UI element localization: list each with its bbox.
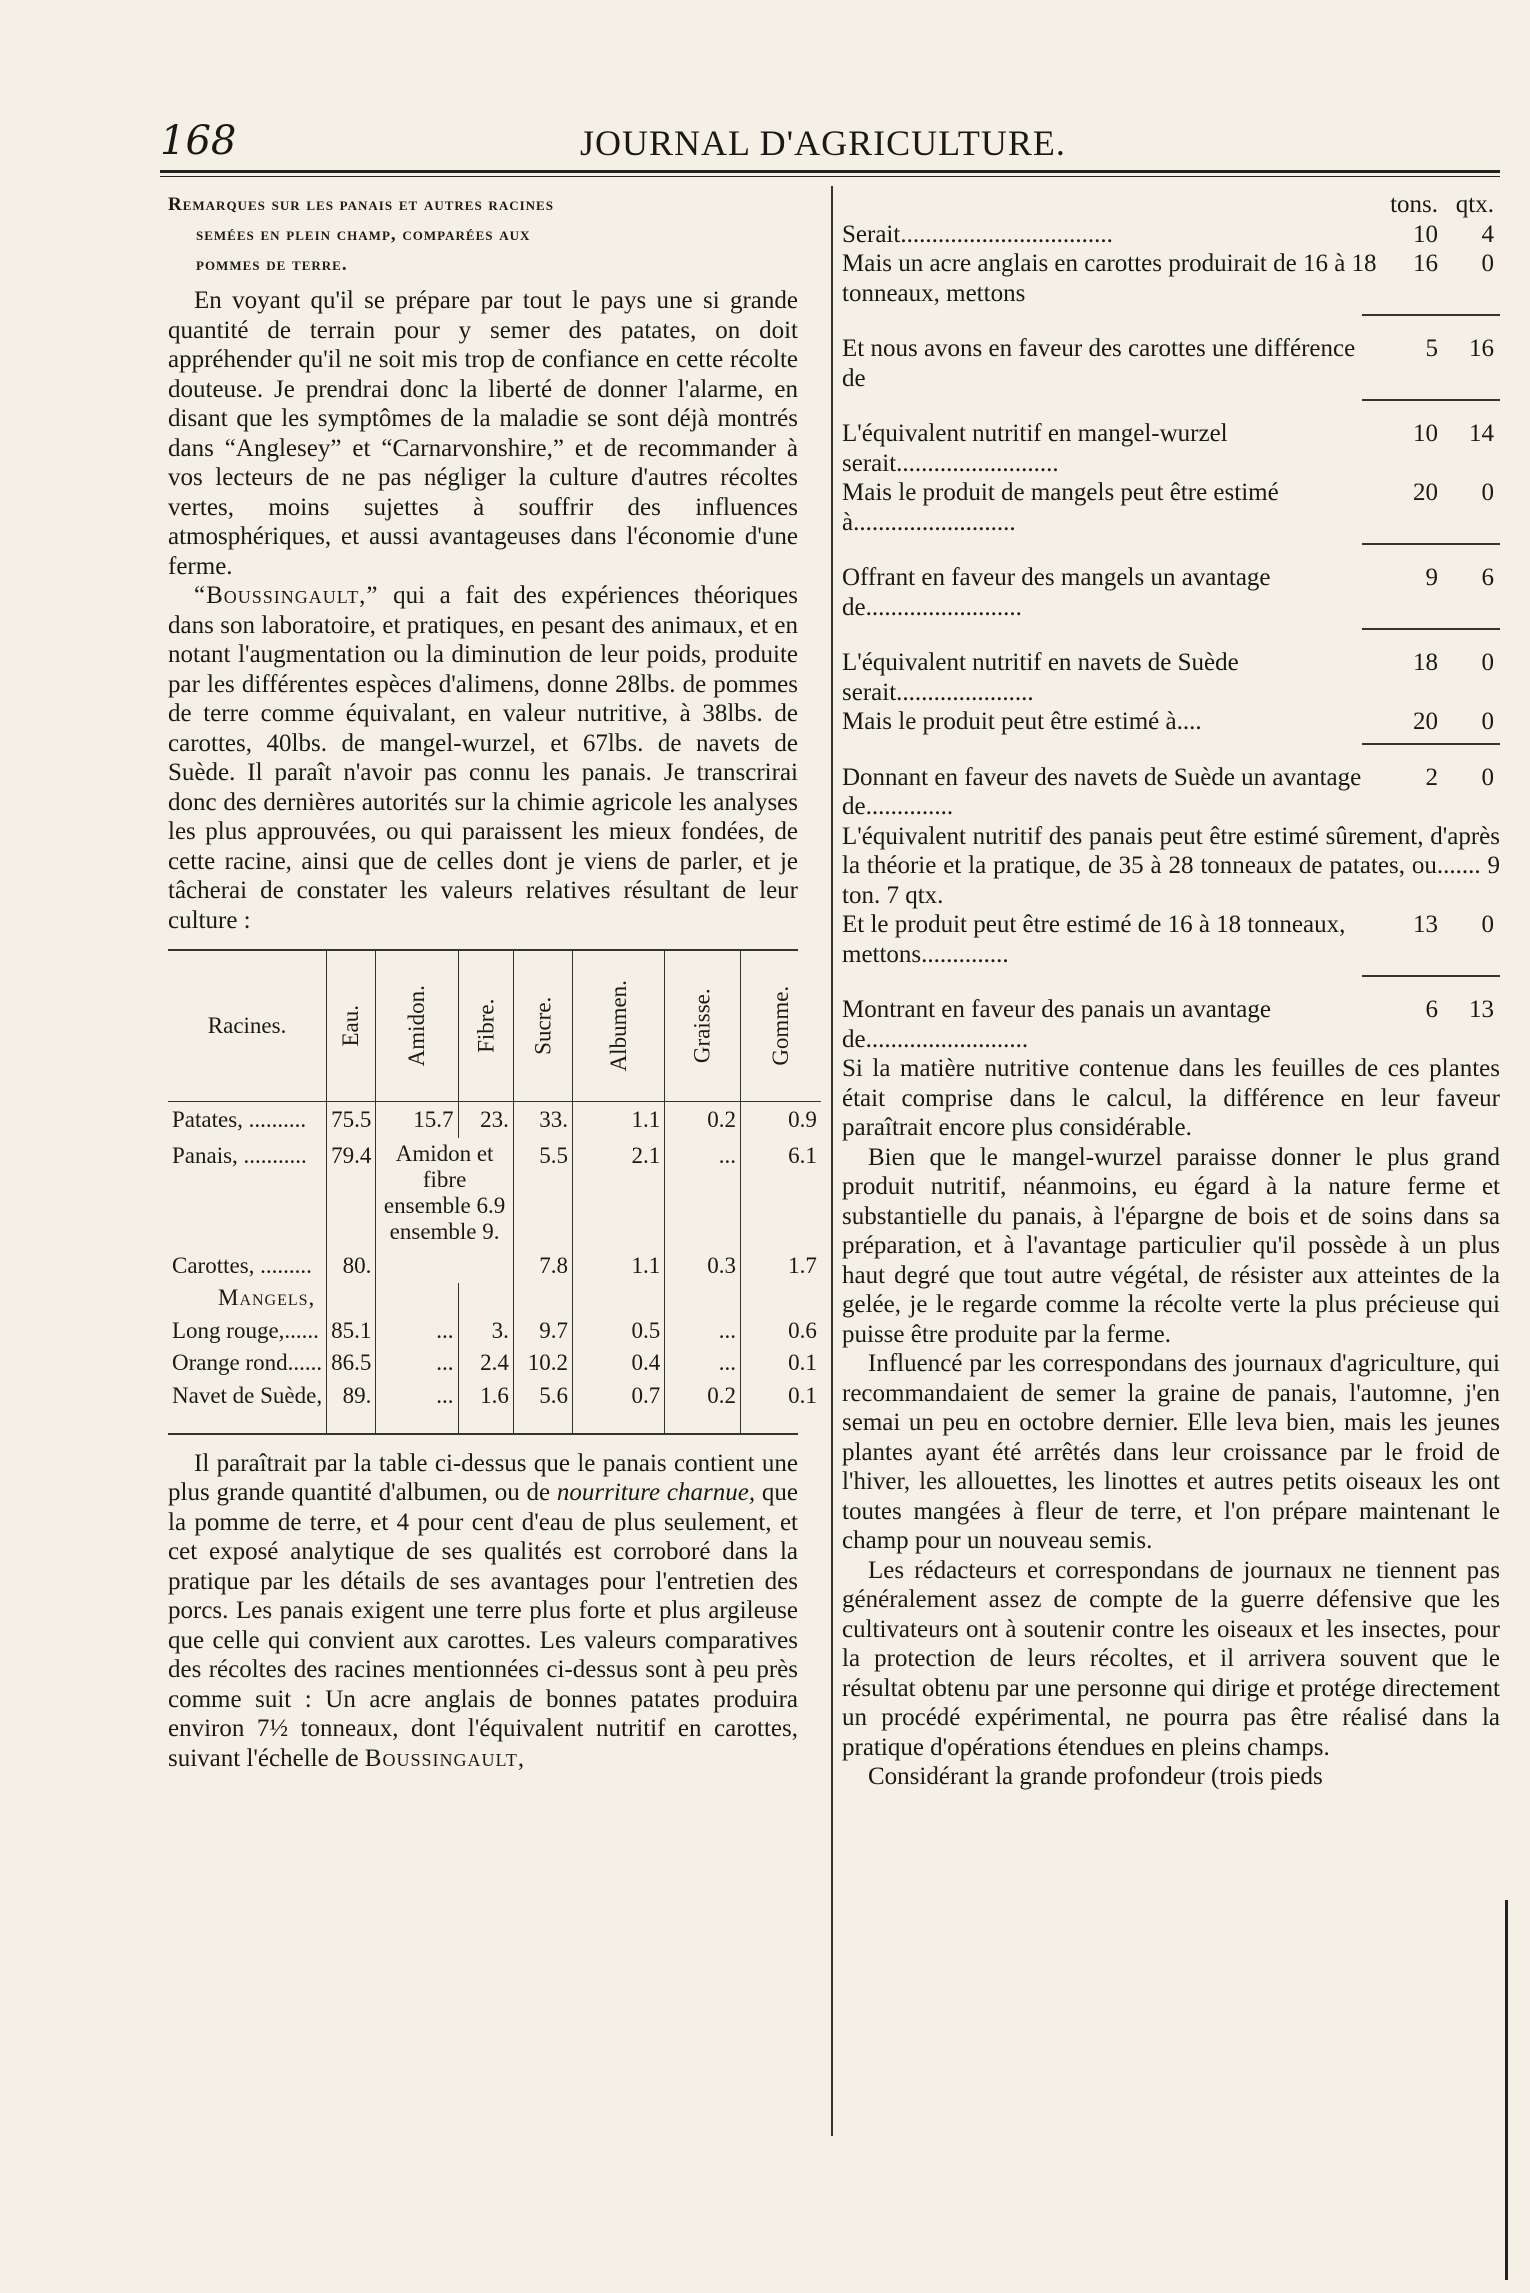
acct-row: Mais un acre anglais en carottes produirait de 16 à 18 tonneaux, mettons 16 0 <box>842 250 1494 307</box>
acct-row: Montrant en faveur des panais un avantage de.......................... 6 13 <box>842 996 1494 1053</box>
right-paragraph-2: Bien que le mangel-wurzel paraisse donner le plus grand produit nutritif, néanmoins, eu égard à la nature ferme et substantielle du panais, à l'épargne de bois et de soins dans sa préparation, et à l'avantage particulier qu'il possède à un plus haut degré que tout autre végétal, de résister aux atteintes de la gelée, je le regarde comme la récolte verte la plus précieuse qui puisse être produite par la ferme. <box>842 1143 1500 1348</box>
right-paragraph-5: Considérant la grande profondeur (trois pieds <box>868 1763 1323 1790</box>
table-row: Navet de Suède, 89. ... 1.6 5.6 0.7 0.2 0.1 <box>168 1381 821 1433</box>
sum-rule <box>1362 543 1500 545</box>
sum-rule <box>1362 314 1500 316</box>
left-paragraph-3: Il paraîtrait par la table ci-dessus que le panais contient une plus grande quantité d'albumen, ou de nourriture charnue, que la pomme de terre, et 4 pour cent d'eau de plus seulement, et cet exposé analytique de ses qualités est corroboré dans la pratique par les détails de ses avantages pour l'entretien des porcs. Les panais exigent une terre plus forte et plus argileuse que celle qui convient aux carottes. Les valeurs comparatives des récoltes des racines mentionnées ci-dessus sont à peu près comme suit : Un acre anglais de bonnes patates produira environ 7½ tonneaux, dont l'équivalent nutritif en carottes, suivant l'échelle de Boussingault, <box>168 1449 799 1772</box>
table-row: Patates, .......... 75.5 15.7 23. 33. 1.1 0.2 0.9 <box>168 1102 821 1138</box>
header-fibre: Fibre. <box>458 951 513 1102</box>
page-number: 168 <box>160 118 237 164</box>
acct-row: Mais le produit peut être estimé à.... 20 0 <box>842 708 1494 735</box>
left-column <box>168 190 817 1773</box>
acct-row: L'équivalent nutritif en mangel-wurzel serait.......................... 10 14 <box>842 420 1494 477</box>
table-header-row <box>168 951 821 1102</box>
header-rule-thin <box>160 176 1500 177</box>
acct-row: Mais le produit de mangels peut être estimé à.......................... 20 0 <box>842 479 1494 536</box>
section-title-line-1: Remarques sur les panais et autres racines <box>168 194 554 215</box>
right-paragraph-4: Les rédacteurs et correspondans de journaux ne tiennent pas généralement assez de compte de la guerre défensive que les cultivateurs ont à soutenir contre les oiseaux et les insectes, pour la protection de leurs récoltes, et il arrivera souvent que le résultat obtenu par une personne qui dirige et protége directement un procédé expérimental, ne pourra pas être réalisé dans la pratique d'opérations étendues en pleins champs. <box>842 1556 1500 1761</box>
header-racines: Racines. <box>168 951 327 1102</box>
journal-title: JOURNAL D'AGRICULTURE. <box>580 123 1066 163</box>
header-eau: Eau. <box>327 951 376 1102</box>
header-graisse: Graisse. <box>665 951 741 1102</box>
column-divider <box>831 186 833 2136</box>
author-name: “Boussingault,” <box>194 582 379 609</box>
page-header <box>160 118 1500 174</box>
acct-row: Et le produit peut être estimé de 16 à 18 tonneaux, mettons.............. 13 0 <box>842 911 1494 968</box>
left-paragraph-2-text: qui a fait des expériences théoriques dans son laboratoire, et pratiques, en pesant des animaux, et en notant l'augmentation ou la diminution de leur poids, produite par les différentes espèces d'alimens, donne 28lbs. de pommes de terre comme équivalant, en valeur nutritive, à 38lbs. de carottes, 40lbs. de mangel-wurzel, et 67lbs. de navets de Suède. Il paraît n'avoir pas connu les panais. Je transcrirai donc des dernières autorités sur la chimie agricole les analyses les plus approuvées, ou qui paraissent les mieux fondées, de cette racine, ainsi que de celles dont je viens de parler, et je tâcherai de constater les valeurs relatives résultant de leur culture : <box>168 582 798 934</box>
right-paragraph-1: Si la matière nutritive contenue dans les feuilles de ces plantes était comprise dans le calcul, la différence en leur faveur paraîtrait encore plus considérable. <box>842 1055 1500 1141</box>
acct-row: L'équivalent nutritif en navets de Suède serait...................... 18 0 <box>842 649 1494 706</box>
header-sucre: Sucre. <box>513 951 572 1102</box>
page-edge-mark <box>1505 1900 1508 2280</box>
left-paragraph-1: En voyant qu'il se prépare par tout le pays une si grande quantité de terrain pour y semer des patates, on doit appréhender qu'il ne soit mis trop de confiance en cette récolte douteuse. Je prendrai donc la liberté de donner l'alarme, en disant que les symptômes de la maladie se sont déjà montrés dans “Anglesey” et “Carnarvonshire,” et de recommander à vos lecteurs de ne pas négliger la culture d'autres récoltes vertes, moins sujettes à souffrir des influences atmosphériques, et aussi avantageuses dans l'économie d'une ferme. <box>168 287 798 580</box>
table-row: Panais, ........... 79.4 Amidon et fibre ensemble 6.9 ensemble 9. 5.5 2.1 ... 6.1 <box>168 1138 821 1174</box>
left-paragraph-2 <box>168 581 798 935</box>
units-header: tons. qtx. <box>1390 191 1494 218</box>
right-paragraph-3: Influencé par les correspondans des journaux d'agriculture, qui recommandaient de semer la graine de panais, l'automne, j'en semai un peu en octobre dernier. Elle leva bien, mais les jeunes plantes ayant été arrêtés dans leur croissance par le froid de l'hiver, les allouettes, les linottes et autres petits oiseaux les ont toutes mangées à fleur de terre, et l'on prépare maintenant le champ pour un nouveau semis. <box>842 1350 1500 1554</box>
acct-row: Donnant en faveur des navets de Suède un avantage de.............. 2 0 <box>842 763 1494 820</box>
right-column <box>842 190 1500 1792</box>
header-rule-thick <box>160 170 1500 173</box>
panais-equivalent-text: L'équivalent nutritif des panais peut être estimé sûrement, d'après la théorie et la pratique, de 35 à 28 tonneaux de patates, ou....... 9 ton. 7 qtx. <box>842 822 1500 909</box>
table-row: Carottes, ......... 80. 7.8 1.1 0.3 1.7 <box>168 1173 821 1283</box>
author-name-2: Boussingault, <box>364 1744 526 1772</box>
section-title-line-2: semées en plein champ, comparées aux <box>196 224 531 245</box>
panais-note: Amidon et fibre ensemble 6.9 ensemble 9. <box>376 1138 513 1284</box>
table-row: Long rouge,...... 85.1 ... 3. 9.7 0.5 ... 0.6 <box>168 1316 821 1349</box>
acct-row: Et nous avons en faveur des carottes une différence de 5 16 <box>842 335 1494 392</box>
sum-rule <box>1362 975 1500 977</box>
sum-rule <box>1362 628 1500 630</box>
header-amidon: Amidon. <box>376 951 458 1102</box>
acct-row: Serait.................................. 10 4 <box>842 220 1494 248</box>
header-albumen: Albumen. <box>572 951 664 1102</box>
acct-row: Offrant en faveur des mangels un avantage de......................... 9 6 <box>842 564 1494 621</box>
table-row: Orange rond...... 86.5 ... 2.4 10.2 0.4 ... 0.1 <box>168 1348 821 1381</box>
header-gomme: Gomme. <box>741 951 821 1102</box>
nutrient-table <box>168 949 817 1435</box>
sum-rule <box>1362 399 1500 401</box>
sum-rule <box>1362 743 1500 745</box>
section-title-line-3: pommes de terre. <box>196 254 348 275</box>
table-row: Mangels, <box>168 1283 821 1316</box>
section-title <box>168 190 798 280</box>
